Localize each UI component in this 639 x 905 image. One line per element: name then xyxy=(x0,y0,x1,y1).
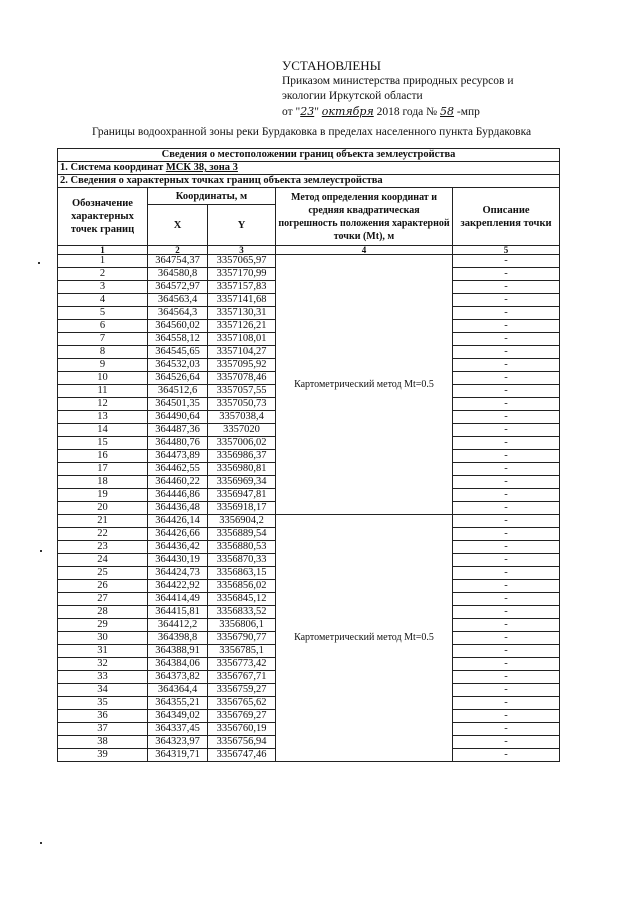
point-number: 19 xyxy=(58,489,148,502)
header-point: Обозначение характерных точек границ xyxy=(58,188,148,246)
point-description: - xyxy=(453,463,560,476)
point-number: 3 xyxy=(58,281,148,294)
point-description: - xyxy=(453,554,560,567)
method-cell: Картометрический метод Mt=0.5 xyxy=(276,515,453,762)
coord-x: 364384,06 xyxy=(148,658,208,671)
header-x: X xyxy=(148,205,208,246)
point-number: 10 xyxy=(58,372,148,385)
coord-y: 3356806,1 xyxy=(208,619,276,632)
coord-y: 3356833,52 xyxy=(208,606,276,619)
point-number: 13 xyxy=(58,411,148,424)
coord-y: 3356785,1 xyxy=(208,645,276,658)
point-description: - xyxy=(453,593,560,606)
point-description: - xyxy=(453,580,560,593)
point-description: - xyxy=(453,255,560,268)
date-suffix: -мпр xyxy=(454,106,480,118)
coord-x: 364487,36 xyxy=(148,424,208,437)
coord-x: 364526,64 xyxy=(148,372,208,385)
point-number: 2 xyxy=(58,268,148,281)
index-cell: 3 xyxy=(208,246,276,255)
coord-x: 364564,3 xyxy=(148,307,208,320)
point-description: - xyxy=(453,307,560,320)
point-number: 12 xyxy=(58,398,148,411)
section-title: Сведения о местоположении границ объекта землеустройства xyxy=(58,149,560,162)
point-description: - xyxy=(453,437,560,450)
coord-y: 3357157,83 xyxy=(208,281,276,294)
coord-y: 3356863,15 xyxy=(208,567,276,580)
coord-x: 364490,64 xyxy=(148,411,208,424)
coord-y: 3356870,33 xyxy=(208,554,276,567)
point-number: 15 xyxy=(58,437,148,450)
point-number: 11 xyxy=(58,385,148,398)
point-number: 6 xyxy=(58,320,148,333)
point-description: - xyxy=(453,489,560,502)
point-description: - xyxy=(453,281,560,294)
coord-x: 364446,86 xyxy=(148,489,208,502)
coord-x: 364572,97 xyxy=(148,281,208,294)
point-description: - xyxy=(453,502,560,515)
coord-y: 3357078,46 xyxy=(208,372,276,385)
coord-x: 364412,2 xyxy=(148,619,208,632)
coord-y: 3357006,02 xyxy=(208,437,276,450)
coord-x: 364414,49 xyxy=(148,593,208,606)
coordinate-system xyxy=(58,162,560,175)
point-number: 25 xyxy=(58,567,148,580)
point-number: 27 xyxy=(58,593,148,606)
scan-speck xyxy=(38,262,40,264)
coord-y: 3356986,37 xyxy=(208,450,276,463)
coord-x: 364473,89 xyxy=(148,450,208,463)
coord-y: 3357065,97 xyxy=(208,255,276,268)
approval-date-line xyxy=(282,105,582,120)
index-cell: 5 xyxy=(453,246,560,255)
coord-y: 3356918,17 xyxy=(208,502,276,515)
point-number: 28 xyxy=(58,606,148,619)
coord-x: 364460,22 xyxy=(148,476,208,489)
point-description: - xyxy=(453,541,560,554)
point-description: - xyxy=(453,645,560,658)
coord-x: 364337,45 xyxy=(148,723,208,736)
index-cell: 1 xyxy=(58,246,148,255)
scan-speck xyxy=(40,550,42,552)
point-description: - xyxy=(453,515,560,528)
approval-block xyxy=(282,58,582,120)
point-number: 5 xyxy=(58,307,148,320)
coord-x: 364349,02 xyxy=(148,710,208,723)
coord-x: 364754,37 xyxy=(148,255,208,268)
point-description: - xyxy=(453,619,560,632)
coord-x: 364422,92 xyxy=(148,580,208,593)
coord-x: 364373,82 xyxy=(148,671,208,684)
coord-y: 3356889,54 xyxy=(208,528,276,541)
point-description: - xyxy=(453,697,560,710)
point-number: 23 xyxy=(58,541,148,554)
scan-speck xyxy=(40,842,42,844)
point-number: 29 xyxy=(58,619,148,632)
date-mid-1: " xyxy=(314,106,322,118)
point-description: - xyxy=(453,632,560,645)
point-description: - xyxy=(453,476,560,489)
coord-y: 3357038,4 xyxy=(208,411,276,424)
index-row xyxy=(58,246,560,255)
coord-x: 364323,97 xyxy=(148,736,208,749)
coord-x: 364424,73 xyxy=(148,567,208,580)
point-number: 34 xyxy=(58,684,148,697)
points-title-row xyxy=(58,175,560,188)
point-number: 37 xyxy=(58,723,148,736)
point-number: 1 xyxy=(58,255,148,268)
coord-y: 3356904,2 xyxy=(208,515,276,528)
coord-y: 3356747,46 xyxy=(208,749,276,762)
point-number: 39 xyxy=(58,749,148,762)
coord-y: 3356773,42 xyxy=(208,658,276,671)
coord-y: 3356759,27 xyxy=(208,684,276,697)
coord-x: 364436,48 xyxy=(148,502,208,515)
point-description: - xyxy=(453,528,560,541)
coord-y: 3356856,02 xyxy=(208,580,276,593)
point-description: - xyxy=(453,671,560,684)
point-description: - xyxy=(453,346,560,359)
point-description: - xyxy=(453,411,560,424)
point-description: - xyxy=(453,333,560,346)
point-description: - xyxy=(453,385,560,398)
method-cell: Картометрический метод Mt=0.5 xyxy=(276,255,453,515)
coord-y: 3356769,27 xyxy=(208,710,276,723)
coord-y: 3357126,21 xyxy=(208,320,276,333)
point-number: 9 xyxy=(58,359,148,372)
header-coords: Координаты, м xyxy=(148,188,276,205)
point-number: 14 xyxy=(58,424,148,437)
date-month: октября xyxy=(321,105,374,118)
point-number: 35 xyxy=(58,697,148,710)
point-number: 36 xyxy=(58,710,148,723)
coordinate-system-row xyxy=(58,162,560,175)
point-description: - xyxy=(453,268,560,281)
approval-line-1: Приказом министерства природных ресурсов и xyxy=(282,75,514,87)
coord-x: 364558,12 xyxy=(148,333,208,346)
point-description: - xyxy=(453,567,560,580)
point-description: - xyxy=(453,606,560,619)
point-number: 33 xyxy=(58,671,148,684)
point-number: 30 xyxy=(58,632,148,645)
coord-y: 3357108,01 xyxy=(208,333,276,346)
table-row xyxy=(58,515,560,528)
point-number: 7 xyxy=(58,333,148,346)
coord-y: 3356845,12 xyxy=(208,593,276,606)
point-description: - xyxy=(453,359,560,372)
document-title: Границы водоохранной зоны реки Бурдаковка в пределах населенного пункта Бурдаковка xyxy=(92,126,532,138)
coord-y: 3356760,19 xyxy=(208,723,276,736)
point-number: 32 xyxy=(58,658,148,671)
point-description: - xyxy=(453,710,560,723)
coord-x: 364398,8 xyxy=(148,632,208,645)
point-number: 26 xyxy=(58,580,148,593)
index-cell: 4 xyxy=(276,246,453,255)
point-description: - xyxy=(453,424,560,437)
coord-y: 3357141,68 xyxy=(208,294,276,307)
coord-y: 3356947,81 xyxy=(208,489,276,502)
coord-y: 3357095,92 xyxy=(208,359,276,372)
point-number: 20 xyxy=(58,502,148,515)
point-description: - xyxy=(453,450,560,463)
coord-x: 364563,4 xyxy=(148,294,208,307)
approval-heading: УСТАНОВЛЕНЫ xyxy=(282,58,381,73)
header-y: Y xyxy=(208,205,276,246)
point-number: 31 xyxy=(58,645,148,658)
point-description: - xyxy=(453,749,560,762)
coord-y: 3357057,55 xyxy=(208,385,276,398)
coord-y: 3357170,99 xyxy=(208,268,276,281)
point-description: - xyxy=(453,294,560,307)
coord-x: 364388,91 xyxy=(148,645,208,658)
point-number: 8 xyxy=(58,346,148,359)
point-description: - xyxy=(453,736,560,749)
coord-y: 3356969,34 xyxy=(208,476,276,489)
point-number: 22 xyxy=(58,528,148,541)
point-number: 21 xyxy=(58,515,148,528)
section-title-row xyxy=(58,149,560,162)
date-day: 23 xyxy=(300,105,315,118)
approval-line-2: экологии Иркутской области xyxy=(282,89,423,102)
coord-y: 3356980,81 xyxy=(208,463,276,476)
coord-y: 3357020 xyxy=(208,424,276,437)
point-description: - xyxy=(453,684,560,697)
point-description: - xyxy=(453,320,560,333)
date-prefix: от " xyxy=(282,106,301,118)
point-description: - xyxy=(453,398,560,411)
coord-x: 364415,81 xyxy=(148,606,208,619)
point-number: 38 xyxy=(58,736,148,749)
coord-y: 3357104,27 xyxy=(208,346,276,359)
point-number: 17 xyxy=(58,463,148,476)
coord-x: 364545,65 xyxy=(148,346,208,359)
coord-y: 3356765,62 xyxy=(208,697,276,710)
header-method: Метод определения координат и средняя квадратическая погрешность положения характерной точки (Mt), м xyxy=(276,188,453,246)
coord-x: 364319,71 xyxy=(148,749,208,762)
points-title: 2. Сведения о характерных точках границ объекта землеустройства xyxy=(58,175,560,188)
coord-x: 364512,6 xyxy=(148,385,208,398)
coord-x: 364364,4 xyxy=(148,684,208,697)
coordinates-table xyxy=(57,148,560,762)
coord-y: 3356790,77 xyxy=(208,632,276,645)
table-row xyxy=(58,255,560,268)
coordinate-system-value: МСК 38, зона 3 xyxy=(165,162,238,173)
point-description: - xyxy=(453,372,560,385)
coord-x: 364426,14 xyxy=(148,515,208,528)
order-number: 58 xyxy=(440,105,455,118)
point-number: 24 xyxy=(58,554,148,567)
coord-y: 3356756,94 xyxy=(208,736,276,749)
coord-x: 364560,02 xyxy=(148,320,208,333)
coord-x: 364436,42 xyxy=(148,541,208,554)
coord-x: 364580,8 xyxy=(148,268,208,281)
coord-y: 3357130,31 xyxy=(208,307,276,320)
coord-x: 364480,76 xyxy=(148,437,208,450)
coord-x: 364462,55 xyxy=(148,463,208,476)
coordinate-system-prefix: 1. Система координат xyxy=(60,162,166,173)
date-mid-2: 2018 года № xyxy=(373,106,441,118)
coord-y: 3357050,73 xyxy=(208,398,276,411)
coord-y: 3356767,71 xyxy=(208,671,276,684)
coord-x: 364430,19 xyxy=(148,554,208,567)
index-cell: 2 xyxy=(148,246,208,255)
coord-y: 3356880,53 xyxy=(208,541,276,554)
coord-x: 364426,66 xyxy=(148,528,208,541)
coord-x: 364501,35 xyxy=(148,398,208,411)
point-description: - xyxy=(453,658,560,671)
point-number: 4 xyxy=(58,294,148,307)
point-description: - xyxy=(453,723,560,736)
point-number: 18 xyxy=(58,476,148,489)
header-description: Описание закрепления точки xyxy=(453,188,560,246)
header-row-1 xyxy=(58,188,560,205)
coord-x: 364355,21 xyxy=(148,697,208,710)
coord-x: 364532,03 xyxy=(148,359,208,372)
point-number: 16 xyxy=(58,450,148,463)
